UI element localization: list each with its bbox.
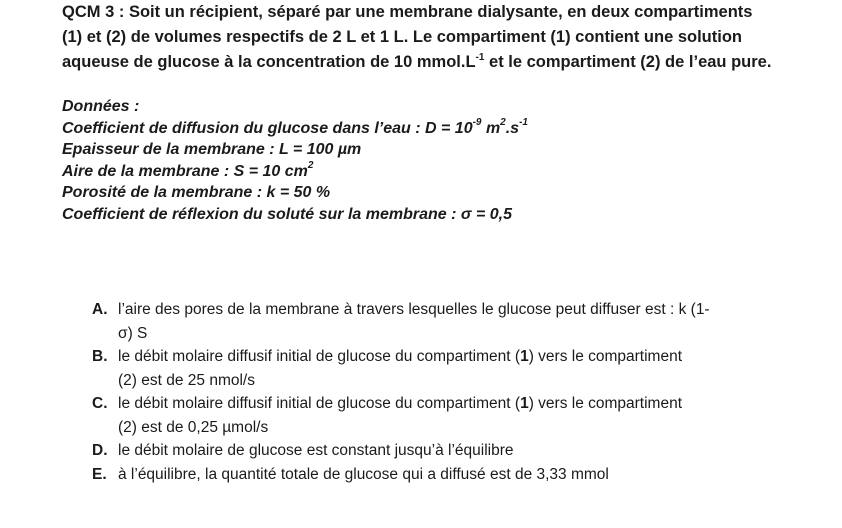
donnee-epaisseur: Epaisseur de la membrane : L = 100 µm <box>62 141 362 158</box>
option-letter: C. <box>92 395 108 412</box>
question-block <box>62 0 822 75</box>
answer-options <box>92 298 812 486</box>
option-d[interactable]: D. le débit molaire de glucose est constant jusqu’à l’équilibre <box>92 439 812 463</box>
option-letter: E. <box>92 465 107 483</box>
donnee-aire: Aire de la membrane : S = 10 $cm^2$ <box>62 160 314 180</box>
option-a[interactable]: A. l’aire des pores de la membrane à travers lesquelles le glucose peut diffuser est : k (1- σ) S <box>92 298 812 345</box>
option-letter: D. <box>92 442 108 459</box>
donnee-reflexion: Coefficient de réflexion du soluté sur la membrane : σ = 0,5 <box>62 205 512 223</box>
option-c[interactable]: C. le débit molaire diffusif initial de glucose du compartiment (1) vers le compartiment (2) est de 0,25 µmol/s <box>92 392 812 439</box>
question-line-1: QCM 3 : Soit un récipient, séparé par une membrane dialysante, en deux compartiments <box>62 3 753 21</box>
option-letter: B. <box>92 348 108 365</box>
donnees-title: Données : <box>62 98 140 115</box>
donnee-diffusion: Coefficient de diffusion du glucose dans l’eau : $D = 10^{-9}$ $m^2.s^{-1}$ <box>62 117 528 137</box>
option-letter: A. <box>92 301 108 318</box>
donnees-block <box>62 96 762 225</box>
question-label: QCM 3 : <box>62 3 125 21</box>
question-line-2: (1) et (2) de volumes respectifs de 2 L et 1 L. Le compartiment (1) contient une solution <box>62 28 742 46</box>
option-b[interactable]: B. le débit molaire diffusif initial de glucose du compartiment (1) vers le compartiment (2) est de 25 nmol/s <box>92 345 812 392</box>
donnee-porosite: Porosité de la membrane : k = 50 % <box>62 184 331 201</box>
question-line-3: aqueuse de glucose à la concentration de 10 $mmol.L^{-1}$ et le compartiment (2) de l’eau pure. <box>62 51 772 71</box>
option-e[interactable]: E. à l’équilibre, la quantité totale de glucose qui a diffusé est de 3,33 mmol <box>92 463 812 487</box>
